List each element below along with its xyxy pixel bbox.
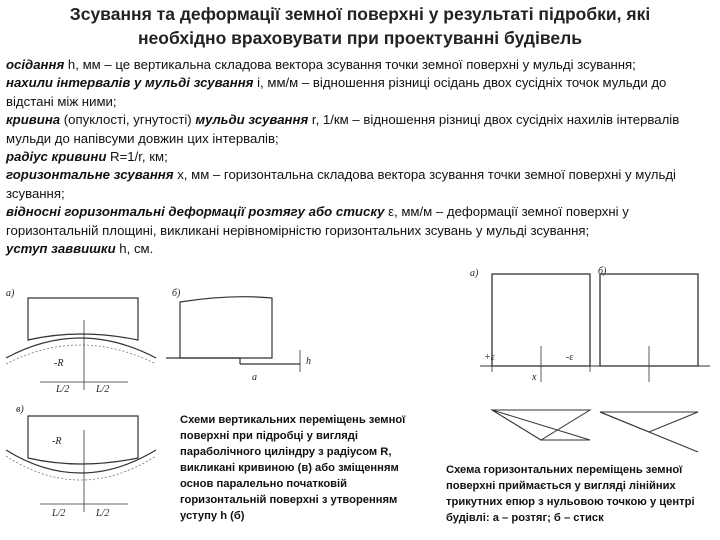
title-line-2: необхідно враховувати при проектуванні будівель <box>137 28 583 48</box>
definition-term: радіус кривини <box>6 149 107 165</box>
epure-a-left <box>492 410 590 440</box>
label-l2-right: L/2 <box>96 384 110 395</box>
definition-text: x, мм – горизонтальна складова вектора зсування точки земної поверхні у мульді зсування; <box>6 167 676 201</box>
label-minus-r2: -R <box>52 436 62 447</box>
label-l2-right-v: L/2 <box>96 508 110 519</box>
definition-term: відносні горизонтальні деформації розтягу або стиску <box>6 204 385 220</box>
definition-text: і, мм/м – відношення різниці осідань двох сусідніх точок мульди до відстані між ними; <box>6 75 667 109</box>
page-title <box>0 2 720 50</box>
ground-hatch-v <box>6 456 156 480</box>
label-b-right: б) <box>598 266 607 277</box>
label-a-small: a <box>252 372 257 383</box>
definition-item <box>6 56 714 74</box>
definition-item <box>6 203 714 240</box>
label-a-right: а) <box>470 268 479 279</box>
definition-item <box>6 148 714 166</box>
caption-horizontal: Схема горизонтальних переміщень земної поверхні приймається у вигляді лінійних трикутних епюр з нульовою точкою у центрі будівлі: а – розтяг; б – стиск <box>446 464 695 524</box>
label-minus-eps: -ε <box>566 352 574 363</box>
title-line-1: Зсування та деформації земної поверхні у результаті підробки, які <box>69 4 651 24</box>
definition-text: h, мм – це вертикальна складова вектора зсування точки земної поверхні у мульді зсування; <box>64 57 636 72</box>
label-h: h <box>306 356 311 367</box>
label-x: x <box>532 372 537 383</box>
label-l2-left-v: L/2 <box>52 508 66 519</box>
label-v: в) <box>16 404 24 415</box>
label-a: а) <box>6 288 15 299</box>
label-b: б) <box>172 288 181 299</box>
definition-text: ε, мм/м – деформації земної поверхні у горизонтальній площині, викликані нерівномірністю горизонтальних зсувань у мульді зсування; <box>6 204 629 238</box>
definition-text: r, 1/км – відношення різниці двох сусідніх нахилів інтервалів мульди до напівсуми довжин цих інтервалів; <box>6 112 680 146</box>
horizontal-displacement-diagrams <box>470 262 720 452</box>
definition-text: (опуклості, угнутості) <box>60 112 196 128</box>
definition-text: h, см. <box>115 241 154 257</box>
building-b <box>180 297 272 358</box>
definition-term: мульди зсування <box>195 112 309 128</box>
definitions-list <box>6 56 714 258</box>
definition-term: кривина <box>6 112 61 128</box>
epure-b-top <box>600 412 698 432</box>
ground-curve-a <box>6 338 156 358</box>
label-plus-eps: +ε <box>484 352 495 363</box>
definition-term: уступ заввишки <box>6 241 116 257</box>
label-minus-r: -R <box>54 358 64 369</box>
building-v <box>28 416 138 464</box>
definition-item <box>6 166 714 203</box>
definition-term: осідання <box>6 57 65 72</box>
definition-term: горизонтальне зсування <box>6 167 174 183</box>
definition-text: R=1/r, км; <box>106 149 168 165</box>
building-a <box>28 298 138 340</box>
label-l2-left: L/2 <box>56 384 70 395</box>
caption-vertical: Схеми вертикальних переміщень земної поверхні при підробці у вигляді параболічного циліндру з радіусом R, викликані кривиною (в) або зміщенням основ паралельно початковій горизонтальній поверхні з утворенням уступу h (б) <box>180 414 406 522</box>
definition-item <box>6 74 714 111</box>
definition-item <box>6 111 714 148</box>
definition-item <box>6 240 714 258</box>
definition-term: нахили інтервалів у мульді зсування <box>6 75 254 91</box>
